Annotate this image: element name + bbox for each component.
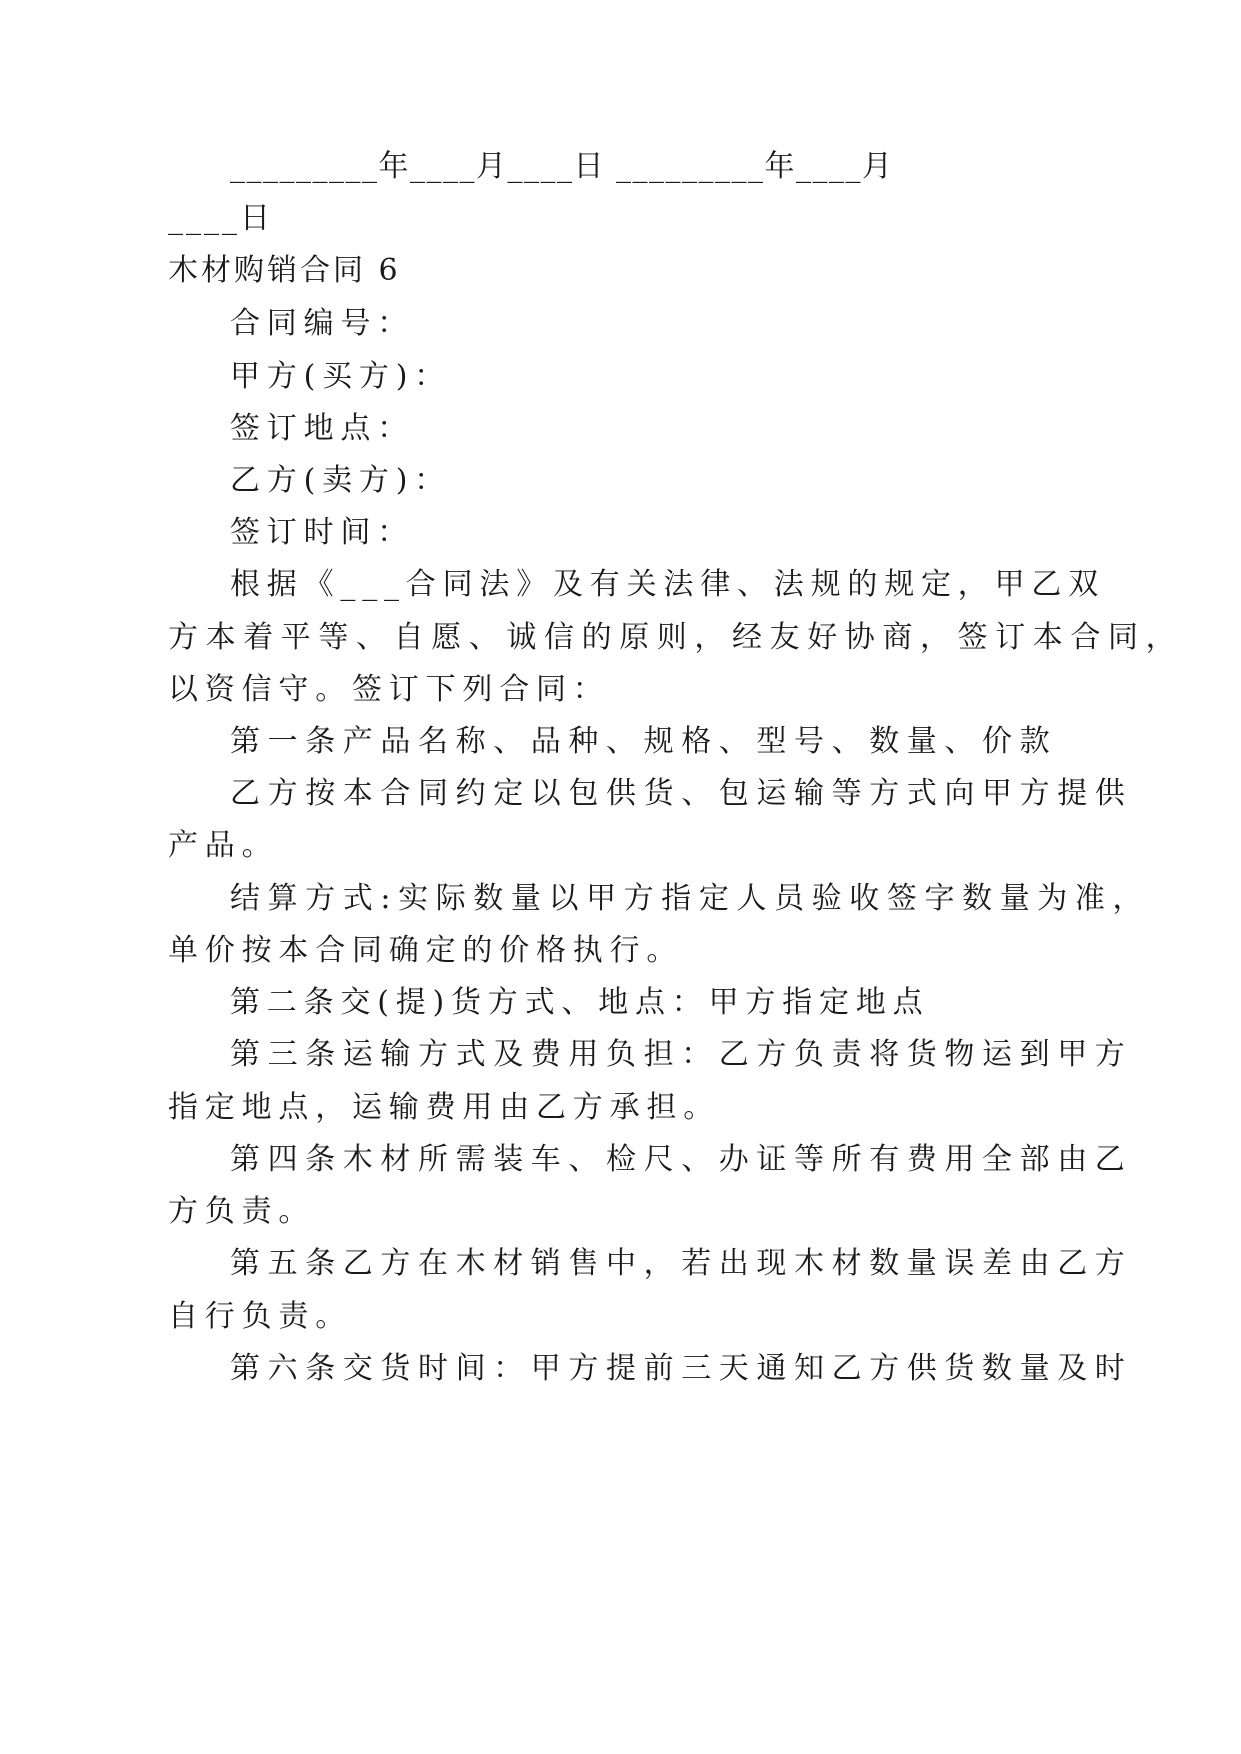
- settlement-line: 单价按本合同确定的价格执行。: [168, 933, 684, 968]
- article-5-line: 第五条乙方在木材销售中，若出现木材数量误差由乙方: [230, 1246, 1133, 1281]
- date-line-continued: ____日: [168, 201, 273, 236]
- contract-number-label: 合同编号：: [230, 306, 414, 341]
- article-4-line: 第四条木材所需装车、检尺、办证等所有费用全部由乙: [230, 1142, 1133, 1177]
- article-2: 第二条交(提)货方式、地点：甲方指定地点: [230, 985, 930, 1020]
- article-1-paragraph-line: 乙方按本合同约定以包供货、包运输等方式向甲方提供: [230, 776, 1133, 811]
- article-3-line: 第三条运输方式及费用负担：乙方负责将货物运到甲方: [230, 1037, 1133, 1072]
- article-1-title: 第一条产品名称、品种、规格、型号、数量、价款: [230, 724, 1058, 759]
- article-4-line: 方负责。: [168, 1194, 316, 1229]
- date-line: _________年____月____日 _________年____月: [230, 149, 894, 184]
- party-a-label: 甲方(买方)：: [230, 359, 452, 394]
- contract-title: 木材购销合同 6: [168, 253, 401, 288]
- article-1-paragraph-line: 产品。: [168, 828, 279, 863]
- party-b-label: 乙方(卖方)：: [230, 463, 452, 498]
- article-6-line: 第六条交货时间：甲方提前三天通知乙方供货数量及时: [230, 1351, 1133, 1386]
- sign-place-label: 签订地点：: [230, 411, 414, 446]
- settlement-line: 结算方式:实际数量以甲方指定人员验收签字数量为准，: [230, 881, 1151, 916]
- article-5-line: 自行负责。: [168, 1299, 352, 1334]
- article-3-line: 指定地点，运输费用由乙方承担。: [168, 1090, 720, 1125]
- sign-time-label: 签订时间：: [230, 515, 414, 550]
- intro-paragraph-line: 方本着平等、自愿、诚信的原则，经友好协商，签订本合同，: [168, 620, 1184, 655]
- intro-paragraph-line: 根据《___合同法》及有关法律、法规的规定，甲乙双: [230, 567, 1105, 602]
- intro-paragraph-line: 以资信守。签订下列合同：: [168, 672, 610, 707]
